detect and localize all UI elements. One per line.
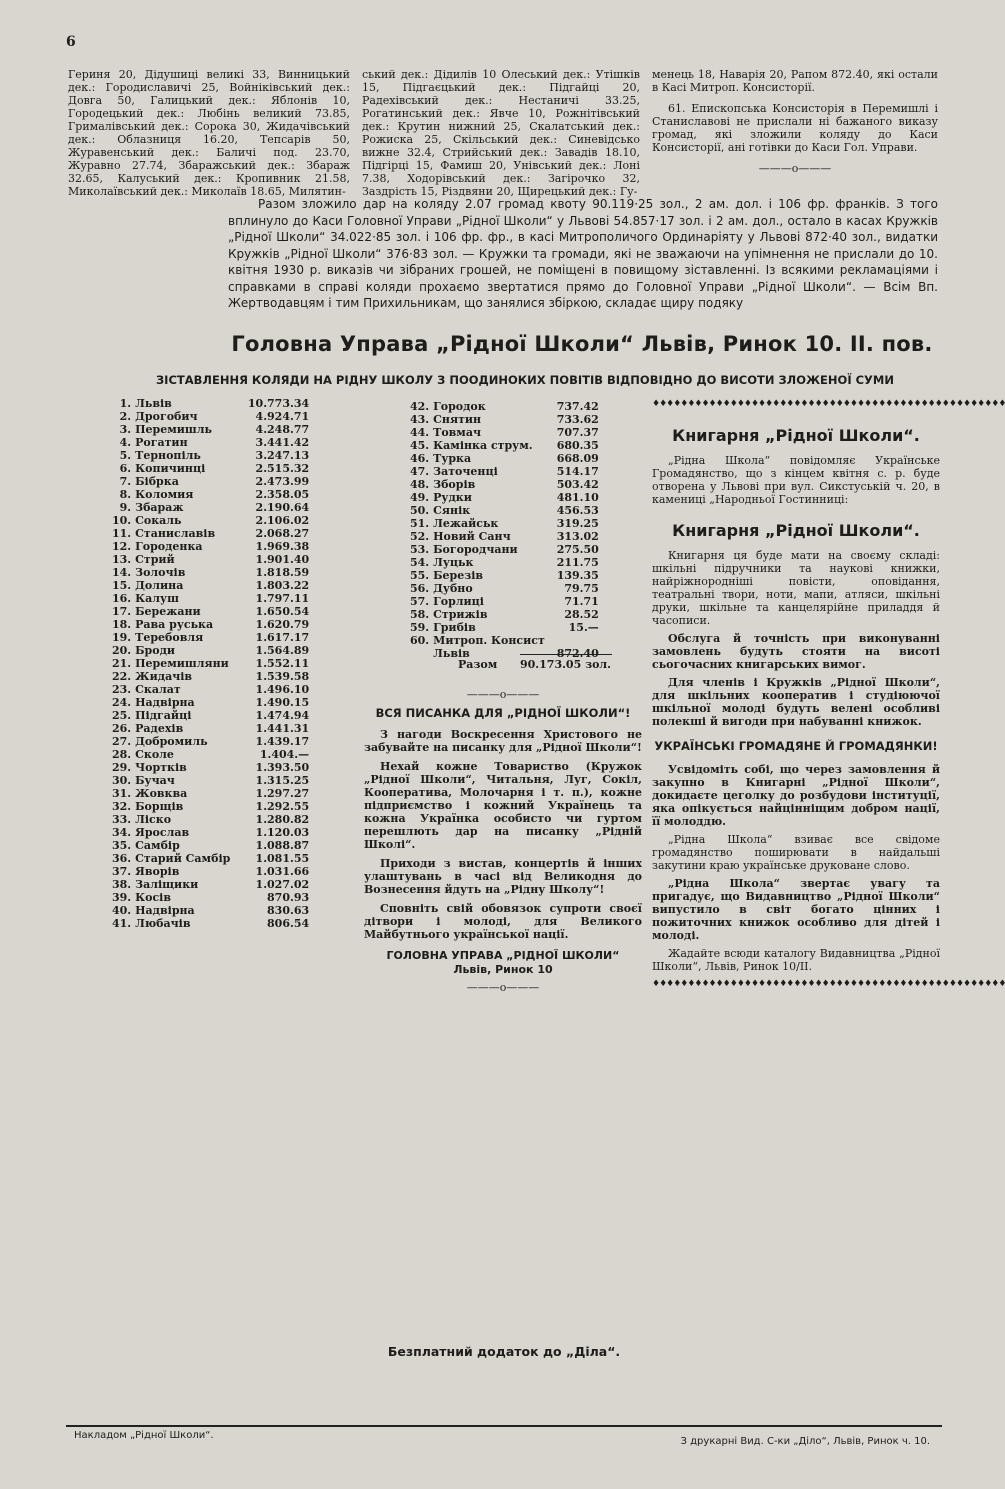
row-number: 20. (112, 644, 132, 657)
table-row (112, 800, 309, 813)
total-row (458, 658, 611, 671)
district-name: Копичинці (135, 462, 206, 475)
table-row (112, 774, 309, 787)
amount: 1.564.89 (255, 644, 310, 657)
district-name: Жовква (135, 787, 188, 800)
row-number (410, 647, 433, 660)
row-number: 18. (112, 618, 132, 631)
table-row (410, 400, 599, 413)
district-name: Бібрка (135, 475, 179, 488)
easter-appeal (364, 688, 642, 994)
amount: 1.031.66 (255, 865, 310, 878)
district-name: Теребовля (135, 631, 204, 644)
table-row (410, 582, 599, 595)
publisher-note: Накладом „Рідної Школи“. (74, 1430, 214, 1441)
amount: 71.71 (564, 595, 599, 608)
district-name: Бучач (135, 774, 175, 787)
summary-paragraph: Разом зложило дар на коляду 2.07 громад квоту 90.119·25 зол., 2 ам. дол. і 106 фр. франків. З того вплинуло до Каси Головної Управи „Рідної Школи“ у Львові 54.857·17 зол. і 2 ам. дол., остало в касах Кружків „Рідної Школи“ 34.022·85 зол. і 106 фр. фр., в касі Митрополичого Ординаріяту у Львові 872·40 зол., видатки Кружків „Рідної Школи“ 376·83 зол. — Кружки та громади, які не зважаючи на упімнення не прислали до 10. квітня 1930 р. виказів чи зібраних грошей, не поміщені в повищому зіставленні. Із всякими рекламаціями і справками в справі коляди прохаємо звертатися прямо до Головної Управи „Рідної Школи“. — Всім Вп. Жертводавцям і тим Прихильникам, що занялися збіркою, складає щиру подяку (228, 197, 938, 310)
signature-address: Львів, Ринок 10 (453, 963, 553, 976)
table-row (410, 530, 599, 543)
amount: 1.901.40 (255, 553, 310, 566)
district-name: Борщів (135, 800, 184, 813)
table-row (112, 592, 309, 605)
table-row (410, 465, 599, 478)
district-name: Сянік (433, 504, 471, 517)
table-row (112, 709, 309, 722)
row-number: 32. (112, 800, 132, 813)
row-number: 1. (119, 397, 132, 410)
amount: 1.404.— (259, 748, 310, 761)
amount: 1.490.15 (255, 696, 310, 709)
amount: 1.120.03 (255, 826, 310, 839)
district-name: Сокаль (135, 514, 182, 527)
table-row (112, 852, 309, 865)
amount: 2.068.27 (255, 527, 310, 540)
amount: 1.280.82 (255, 813, 310, 826)
amount: 668.09 (556, 452, 599, 465)
amount: 1.081.55 (255, 852, 310, 865)
amount: 10.773.34 (247, 397, 310, 410)
amount: 503.42 (556, 478, 599, 491)
district-name: Заліщики (135, 878, 199, 891)
table-row (112, 670, 309, 683)
free-supplement-note: Безплатний додаток до „Діла“. (387, 1344, 621, 1359)
ornament-rule-bottom: ♦♦♦♦♦♦♦♦♦♦♦♦♦♦♦♦♦♦♦♦♦♦♦♦♦♦♦♦♦♦♦♦♦♦♦♦♦♦♦♦♦♦♦♦♦♦♦♦♦♦ (652, 979, 1005, 989)
signature-name: ГОЛОВНА УПРАВА „РІДНОЇ ШКОЛИ“ (386, 949, 620, 962)
row-number: 54. (410, 556, 430, 569)
district-name: Ярослав (135, 826, 190, 839)
district-name: Богородчани (433, 543, 518, 556)
amount: 1.088.87 (255, 839, 310, 852)
amount: 319.25 (556, 517, 599, 530)
row-number: 52. (410, 530, 430, 543)
table-row (112, 423, 309, 436)
separator: ———o——— (466, 981, 540, 994)
row-number: 27. (112, 735, 132, 748)
row-number: 7. (119, 475, 132, 488)
district-name: Золочів (135, 566, 186, 579)
district-name: Городок (433, 400, 486, 413)
district-name: Чортків (135, 761, 187, 774)
bookshop-p3: Обслуга й точність при виконуванні замовлень будуть стояти на висоті сьогочасних книгарських вимог. (652, 632, 940, 671)
amount: 2.473.99 (255, 475, 310, 488)
row-number: 51. (410, 517, 430, 530)
easter-p1: З нагоди Воскресення Христового не забувайте на писанку для „Рідної Школи“! (364, 728, 642, 754)
row-number: 25. (112, 709, 132, 722)
district-name: Тернопіль (135, 449, 201, 462)
row-number: 2. (119, 410, 132, 423)
easter-title: ВСЯ ПИСАНКА ДЛЯ „РІДНОЇ ШКОЛИ“! (375, 706, 631, 720)
amount: 1.797.11 (255, 592, 310, 605)
table-row (410, 634, 599, 647)
easter-p4: Сповніть свій обовязок супроти своєї дітвори і молоді, для Великого Майбутнього української нації. (364, 902, 642, 941)
table-row (112, 735, 309, 748)
district-name: Самбір (135, 839, 180, 852)
bookshop-title-2: Книгарня „Рідної Школи“. (672, 521, 920, 540)
district-name: Стрижів (433, 608, 488, 621)
table-row (112, 540, 309, 553)
table-subtitle: ЗІСТАВЛЕННЯ КОЛЯДИ НА РІДНУ ШКОЛУ З ПООДИНОКИХ ПОВІТІВ ВІДПОВІДНО ДО ВИСОТИ ЗЛОЖЕНОЇ СУМИ (156, 373, 894, 387)
row-number: 31. (112, 787, 132, 800)
amount: 1.439.17 (255, 735, 310, 748)
row-number: 24. (112, 696, 132, 709)
bookshop-p2: Книгарня ця буде мати на своєму складі: шкільні підручники та наукові книжки, найріжнородніші повісти, оповідання, театральні твори, ноти, мапи, атляси, шкільні друки, шкільне та канцелярійне приладдя й часописи. (652, 549, 940, 627)
district-name: Старий Самбір (135, 852, 231, 865)
row-number: 16. (112, 592, 132, 605)
row-number: 6. (119, 462, 132, 475)
district-name: Грибів (433, 621, 476, 634)
district-name: Бережани (135, 605, 201, 618)
table-row (410, 439, 599, 452)
amount: 2.106.02 (255, 514, 310, 527)
table-row (112, 527, 309, 540)
row-number: 44. (410, 426, 430, 439)
row-number: 42. (410, 400, 430, 413)
separator: ———o——— (466, 688, 540, 701)
district-name: Рава руська (135, 618, 214, 631)
table-row (112, 553, 309, 566)
table-row (112, 449, 309, 462)
amount: 1.650.54 (255, 605, 310, 618)
table-row (112, 748, 309, 761)
row-number: 4. (119, 436, 132, 449)
row-number: 8. (119, 488, 132, 501)
amount: 2.515.32 (255, 462, 310, 475)
amount: 79.75 (564, 582, 599, 595)
row-number: 21. (112, 657, 132, 670)
row-number: 59. (410, 621, 430, 634)
amount: 2.190.64 (255, 501, 310, 514)
amount: 211.75 (556, 556, 599, 569)
row-number: 10. (112, 514, 132, 527)
district-name: Горлиці (433, 595, 484, 608)
main-title: Головна Управа „Рідної Школи“ Львів, Ринок 10. II. пов. (231, 332, 933, 356)
amount: 15.— (568, 621, 599, 634)
row-number: 28. (112, 748, 132, 761)
row-number: 5. (119, 449, 132, 462)
bookshop-p7: „Рідна Школа“ звертає увагу та пригадує, що Видавництво „Рідної Школи“ випустило в світ богато цінних і пожиточних книжок особливо для дітей і молоді. (652, 877, 940, 942)
table-row (112, 475, 309, 488)
separator: ———o——— (758, 162, 832, 175)
district-name: Городенка (135, 540, 203, 553)
row-number: 37. (112, 865, 132, 878)
bookshop-p6: „Рідна Школа“ взиває все свідоме громадянство поширювати в найдальші закутини краю українське друковане слово. (652, 833, 940, 872)
district-name: Яворів (135, 865, 180, 878)
district-name: Броди (135, 644, 176, 657)
table-row (410, 491, 599, 504)
table-row (112, 436, 309, 449)
table-row (410, 413, 599, 426)
table-row (112, 865, 309, 878)
amount: 1.539.58 (255, 670, 310, 683)
total-rule (520, 654, 612, 655)
amount: 139.35 (556, 569, 599, 582)
table-row (112, 631, 309, 644)
table-row (112, 696, 309, 709)
page-number: 6 (66, 34, 76, 50)
district-name: Дубно (433, 582, 473, 595)
row-number: 38. (112, 878, 132, 891)
district-name: Долина (135, 579, 184, 592)
table-row (410, 426, 599, 439)
donor-list-column-3 (652, 68, 938, 175)
amount: 4.924.71 (255, 410, 310, 423)
table-row (112, 618, 309, 631)
district-name: Березів (433, 569, 484, 582)
row-number: 33. (112, 813, 132, 826)
row-number: 49. (410, 491, 430, 504)
district-name: Львів (135, 397, 172, 410)
table-row (410, 556, 599, 569)
amount: 1.552.11 (255, 657, 310, 670)
row-number: 57. (410, 595, 430, 608)
amount: 1.441.31 (255, 722, 310, 735)
table-row (112, 891, 309, 904)
district-name: Луцьк (433, 556, 474, 569)
districts-table-left (112, 397, 309, 930)
district-name: Любачів (135, 917, 191, 930)
row-number: 3. (119, 423, 132, 436)
ornament-rule-top: ♦♦♦♦♦♦♦♦♦♦♦♦♦♦♦♦♦♦♦♦♦♦♦♦♦♦♦♦♦♦♦♦♦♦♦♦♦♦♦♦♦♦♦♦♦♦♦♦♦♦ (652, 399, 1005, 409)
row-number: 12. (112, 540, 132, 553)
amount: 28.52 (564, 608, 599, 621)
table-row (112, 397, 309, 410)
table-row (112, 761, 309, 774)
district-name: Ліско (135, 813, 172, 826)
footer-rule (66, 1425, 942, 1427)
row-number: 19. (112, 631, 132, 644)
bookshop-p4: Для членів і Кружків „Рідної Школи“, для шкільних кооператив і студіюючої шкільної молоді будуть велені особливі полекші й вигоди при набуванні книжок. (652, 676, 940, 728)
table-row (112, 839, 309, 852)
table-row (112, 787, 309, 800)
row-number: 9. (119, 501, 132, 514)
amount: 3.247.13 (255, 449, 310, 462)
row-number: 58. (410, 608, 430, 621)
amount: 680.35 (556, 439, 599, 452)
row-number: 23. (112, 683, 132, 696)
easter-p3: Приходи з вистав, концертів й інших улаштувань в часі від Великодня до Вознесення йдуть на „Рідну Школу“! (364, 857, 642, 896)
district-name: Камінка струм. (433, 439, 533, 452)
row-number: 47. (410, 465, 430, 478)
bookshop-p5: Усвідоміть собі, що через замовлення й закупно в Книгарні „Рідної Школи“, докидаєте цеголку до розбудови інституції, яка опікується найцінніщим добром нації, її молоддю. (652, 763, 940, 828)
consistory-note-61: 61. Епископська Консисторія в Перемишлі і Станиславові не прислали ні бажаного виказу громад, які зложили коляду до Каси Консисторії, ані готівки до Каси Гол. Управи. (652, 102, 938, 154)
district-name: Снятин (433, 413, 482, 426)
table-row (112, 722, 309, 735)
row-number: 14. (112, 566, 132, 579)
district-name: Зборів (433, 478, 476, 491)
table-row (112, 878, 309, 891)
bookshop-p8: Жадайте всюди каталогу Видавництва „Рідної Школи“, Львів, Ринок 10/II. (652, 947, 940, 973)
table-row (112, 917, 309, 930)
district-name: Надвірна (135, 696, 195, 709)
district-name: Сколе (135, 748, 174, 761)
row-number: 34. (112, 826, 132, 839)
table-row (410, 452, 599, 465)
total-label: Разом (458, 658, 498, 671)
district-name: Надвірна (135, 904, 195, 917)
easter-signature (364, 949, 642, 977)
table-row (112, 605, 309, 618)
bookshop-p1: „Рідна Школа“ повідомляє Українське Громадянство, що з кінцем квітня с. р. буде отворена у Львові при вул. Сикстуській ч. 20, в камениці „Народньої Гостинниці: (652, 454, 940, 506)
bookshop-title: Книгарня „Рідної Школи“. (672, 426, 920, 445)
district-name: Стрий (135, 553, 175, 566)
table-row (410, 517, 599, 530)
row-number: 56. (410, 582, 430, 595)
district-name: Рогатин (135, 436, 188, 449)
row-number: 13. (112, 553, 132, 566)
row-number: 17. (112, 605, 132, 618)
row-number: 35. (112, 839, 132, 852)
district-name: Скалат (135, 683, 181, 696)
district-name: Турка (433, 452, 472, 465)
consistory-note: менець 18, Наварія 20, Рапом 872.40, які остали в Касі Митроп. Консисторії. (652, 68, 938, 94)
row-number: 40. (112, 904, 132, 917)
citizens-heading: УКРАЇНСЬКІ ГРОМАДЯНЕ Й ГРОМАДЯНКИ! (654, 739, 938, 753)
amount: 1.027.02 (255, 878, 310, 891)
row-number: 55. (410, 569, 430, 582)
row-number: 43. (410, 413, 430, 426)
amount: 1.617.17 (255, 631, 310, 644)
amount: 1.818.59 (255, 566, 310, 579)
amount: 1.474.94 (255, 709, 310, 722)
table-row (410, 595, 599, 608)
table-row (410, 478, 599, 491)
table-row (410, 543, 599, 556)
easter-p2: Нехай кожне Товариство (Кружок „Рідної Школи“, Читальня, Луг, Сокіл, Кооператива, Молочарня і т. п.), кожне підприємство і кожний Українець та кожна Українка особисто чи гуртом перешлють дар на писанку „Рідній Школі“. (364, 760, 642, 851)
amount: 872.40 (556, 647, 599, 660)
row-number: 48. (410, 478, 430, 491)
district-name: Товмач (433, 426, 482, 439)
amount: 514.17 (556, 465, 599, 478)
table-row (112, 566, 309, 579)
row-number: 53. (410, 543, 430, 556)
amount: 275.50 (556, 543, 599, 556)
row-number: 36. (112, 852, 132, 865)
amount: 456.53 (556, 504, 599, 517)
district-name: Підгайці (135, 709, 192, 722)
table-row (112, 683, 309, 696)
amount: 1.315.25 (255, 774, 310, 787)
district-name: Коломия (135, 488, 194, 501)
table-row (410, 621, 599, 634)
amount: 1.620.79 (255, 618, 310, 631)
district-name: Лежайськ (433, 517, 499, 530)
amount: 4.248.77 (255, 423, 310, 436)
row-number: 29. (112, 761, 132, 774)
district-name: Митроп. Консист (433, 634, 545, 647)
row-number: 30. (112, 774, 132, 787)
table-row (112, 813, 309, 826)
table-row (112, 514, 309, 527)
amount: 707.37 (556, 426, 599, 439)
amount: 1.803.22 (255, 579, 310, 592)
table-row (112, 826, 309, 839)
district-name: Жидачів (135, 670, 193, 683)
row-number: 11. (112, 527, 132, 540)
table-row (112, 579, 309, 592)
amount: 1.969.38 (255, 540, 310, 553)
printer-note: З друкарні Вид. С-ки „Діло“, Львів, Ринок ч. 10. (680, 1436, 930, 1447)
district-name: Добромиль (135, 735, 208, 748)
district-name: Калуш (135, 592, 179, 605)
table-row (112, 462, 309, 475)
row-number: 45. (410, 439, 430, 452)
row-number: 26. (112, 722, 132, 735)
amount: 3.441.42 (255, 436, 310, 449)
amount: 870.93 (267, 891, 310, 904)
amount: 1.292.55 (255, 800, 310, 813)
table-row (112, 488, 309, 501)
districts-table-right (410, 400, 599, 660)
district-name: Косів (135, 891, 172, 904)
amount (545, 634, 599, 647)
amount: 830.63 (267, 904, 310, 917)
amount: 1.393.50 (255, 761, 310, 774)
district-name: Перемишль (135, 423, 212, 436)
table-row (112, 904, 309, 917)
district-name: Станиславів (135, 527, 216, 540)
row-number: 50. (410, 504, 430, 517)
row-number: 22. (112, 670, 132, 683)
row-number: 60. (410, 634, 430, 647)
table-row (112, 657, 309, 670)
district-name: Новий Санч (433, 530, 511, 543)
table-row (410, 569, 599, 582)
district-name: Львів (433, 647, 470, 660)
amount: 806.54 (267, 917, 310, 930)
table-row (410, 504, 599, 517)
district-name: Перемишляни (135, 657, 229, 670)
district-name: Дрогобич (135, 410, 198, 423)
district-name: Збараж (135, 501, 184, 514)
row-number: 46. (410, 452, 430, 465)
amount: 481.10 (556, 491, 599, 504)
total-value: 90.173.05 зол. (520, 658, 612, 671)
donor-list-column-2: ський дек.: Дідилів 10 Олеський дек.: Утішків 15, Підгаєцький дек.: Підгайці 20, Радехівський дек.: Нестаничі 33.25, Рогатинський дек.: Явче 10, Рожнітівський дек.: Крутин нижний 25, Скалатський дек.: Рожиска 25, Скільський дек.: Синевідсько вижне 32.4, Стрийський дек.: Завадів 18.10, Підгірці 15, Фамиш 20, Унівський дек.: Лоні 7.38, Ходорівський дек.: Загірочко 32, Заздрість 15, Різдвяни 20, Щирецький дек.: Гу- (362, 68, 640, 198)
table-row (410, 608, 599, 621)
table-row (112, 410, 309, 423)
district-name: Радехів (135, 722, 184, 735)
district-name: Заточенці (433, 465, 498, 478)
bookshop-announcement (652, 398, 1005, 991)
table-row (112, 501, 309, 514)
amount: 1.297.27 (255, 787, 310, 800)
amount: 313.02 (556, 530, 599, 543)
amount: 737.42 (556, 400, 599, 413)
row-number: 39. (112, 891, 132, 904)
amount: 1.496.10 (255, 683, 310, 696)
row-number: 15. (112, 579, 132, 592)
amount: 733.62 (556, 413, 599, 426)
district-name: Рудки (433, 491, 472, 504)
table-row (112, 644, 309, 657)
row-number: 41. (112, 917, 132, 930)
donor-list-column-1: Гериня 20, Дідушиці великі 33, Винницький дек.: Городиславичі 25, Войніківський дек.: Довга 50, Галицький дек.: Яблонів 10, Городецький дек.: Любінь великий 73.85, Грималівський дек.: Сорока 30, Жидачівський дек.: Облазниця 16.20, Тепсарів 50, Журавенський дек.: Баличі под. 23.70, Журавно 27.74, Збаражський дек.: Збараж 32.65, Калуський дек.: Кропивник 21.58, Миколаївський дек.: Миколаїв 18.65, Милятин- (68, 68, 350, 198)
amount: 2.358.05 (255, 488, 310, 501)
